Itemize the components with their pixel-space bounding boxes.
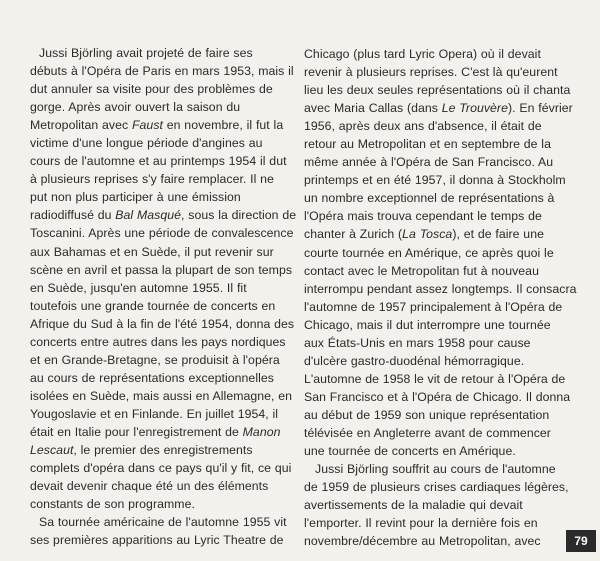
text-line: de 1959 de plusieurs crises cardiaques légères, bbox=[304, 480, 569, 495]
text-line: en Suède, jusqu'en automne 1955. Il fit bbox=[30, 280, 247, 295]
text-line: isolées en Suède, mais aussi en Allemagne, en bbox=[30, 388, 293, 403]
text-segment: était en Italie pour l'enregistrement de bbox=[30, 424, 243, 439]
text-line: Sa tournée américaine de l'automne 1955 vit bbox=[39, 515, 287, 530]
italic-title: Lescaut bbox=[30, 443, 74, 458]
text-segment: avec Maria Callas (dans bbox=[304, 101, 442, 116]
text-line: cours de l'automne et au printemps 1954 il dut bbox=[30, 154, 287, 169]
text-line: retour au Metropolitan et en septembre de la bbox=[304, 137, 551, 152]
text-line: d'ulcère gastro-duodénal hémorragique. bbox=[304, 353, 525, 368]
left-text-column bbox=[30, 44, 297, 549]
text-line: aux Bahamas et en Suède, il put revenir sur bbox=[30, 244, 274, 259]
text-line: interrompu pendant assez longtemps. Il consacra bbox=[304, 281, 577, 296]
text-line: lieu les deux seules représentations où il chanta bbox=[304, 83, 571, 98]
text-line: Chicago, mais il dut interrompre une tournée bbox=[304, 317, 551, 332]
text-line: Afrique du Sud à la fin de l'été 1954, donna des bbox=[30, 316, 295, 331]
text-line: ses premières apparitions au Lyric Theatre de bbox=[30, 533, 284, 548]
text-line: l'emporter. Il revint pour la dernière fois en bbox=[304, 516, 538, 531]
text-line: Jussi Björling avait projeté de faire ses bbox=[39, 46, 253, 60]
page-number-badge bbox=[566, 530, 596, 552]
right-text-column bbox=[304, 45, 577, 550]
text-segment: Metropolitan avec bbox=[30, 118, 132, 133]
text-line: printemps et en été 1957, il donna à Stockholm bbox=[304, 173, 566, 188]
text-line: même année à l'Opéra de San Francisco. Au bbox=[304, 155, 554, 170]
text-line: 1956, après deux ans d'absence, il était de bbox=[304, 119, 542, 134]
text-line: Toscanini. Après une période de convalescence bbox=[30, 226, 294, 241]
text-segment: , sous la direction de bbox=[181, 208, 297, 223]
italic-title: Faust bbox=[131, 118, 163, 133]
text-line: un nombre exceptionnel de représentations à bbox=[304, 191, 555, 206]
italic-title: La Tosca bbox=[402, 227, 453, 242]
text-line: Chicago (plus tard Lyric Opera) où il devait bbox=[304, 47, 541, 61]
text-line: devait devenir chaque été un des éléments bbox=[30, 479, 269, 494]
text-line: victime d'une longue période d'angines au bbox=[30, 136, 263, 151]
text-line: débuts à l'Opéra de Paris en mars 1953, mais il bbox=[30, 64, 294, 79]
text-segment: ). En février bbox=[507, 101, 573, 116]
text-line bbox=[30, 423, 292, 441]
text-line: Yougoslavie et en Finlande. En juillet 1954, il bbox=[30, 406, 279, 421]
text-line: une tournée de concerts en Amérique. bbox=[304, 444, 516, 459]
text-line: aux États-Unis en mars 1958 pour cause bbox=[304, 335, 531, 350]
text-line: et en Grande-Bretagne, se produisit à l'opéra bbox=[30, 352, 280, 367]
text-line: Jussi Björling souffrit au cours de l'automne bbox=[315, 462, 556, 477]
text-line: à plusieurs reprises s'y faire remplacer. Il ne bbox=[30, 172, 274, 187]
text-line: au cours de représentations exceptionnelles bbox=[30, 370, 274, 385]
text-line: au début de 1959 son unique représentation bbox=[304, 407, 550, 422]
text-line: l'automne de 1957 principalement à l'Opéra de bbox=[304, 299, 563, 314]
text-line: novembre/décembre au Metropolitan, avec bbox=[304, 534, 541, 549]
text-line: San Francisco et à l'Opéra de Chicago. Il donna bbox=[304, 389, 571, 404]
text-segment: , le premier des enregistrements bbox=[73, 443, 253, 458]
text-line: L'automne de 1958 le vit de retour à l'Opéra de bbox=[304, 371, 566, 386]
text-line bbox=[30, 206, 297, 224]
text-segment: en novembre, il fut la bbox=[163, 118, 284, 133]
text-line bbox=[304, 225, 572, 243]
text-line: scène en avril et passa la plupart de son temps bbox=[30, 262, 293, 277]
text-line: télévisée en Angleterre avant de commencer bbox=[304, 425, 551, 440]
text-line: constants de son programme. bbox=[30, 497, 195, 512]
text-line bbox=[30, 116, 292, 134]
text-line bbox=[304, 99, 572, 117]
text-segment: chanter à Zurich ( bbox=[304, 227, 403, 242]
text-segment: ), et de faire une bbox=[452, 227, 544, 242]
italic-title: Manon bbox=[242, 424, 281, 439]
text-line: dut annuler sa visite pour des problèmes de bbox=[30, 82, 273, 97]
italic-title: Bal Masqué bbox=[115, 208, 182, 223]
page-number: 79 bbox=[574, 534, 588, 548]
italic-title: Le Trouvère bbox=[441, 101, 508, 116]
text-line: l'Opéra mais trouva cependant le temps de bbox=[304, 209, 542, 224]
text-line: revenir à plusieurs reprises. C'est là qu'eurent bbox=[304, 65, 558, 80]
text-line: avertissements de la maladie qui devait bbox=[304, 498, 523, 513]
text-line: contact avec le Metropolitan fut à nouveau bbox=[304, 263, 539, 278]
text-line: gorge. Après avoir ouvert la saison du bbox=[30, 100, 241, 115]
text-line bbox=[30, 441, 292, 459]
text-line: put non plus participer à une émission bbox=[30, 190, 241, 205]
text-segment: radiodiffusé du bbox=[30, 208, 116, 223]
text-line: concerts entre autres dans les pays nordiques bbox=[30, 334, 286, 349]
text-line: toutefois une grande tournée de concerts en bbox=[30, 298, 276, 313]
text-line: complets d'opéra dans ce pays qu'il y fit, ce qui bbox=[30, 461, 292, 476]
text-line: courte tournée en Amérique, ce après quoi le bbox=[304, 245, 554, 260]
